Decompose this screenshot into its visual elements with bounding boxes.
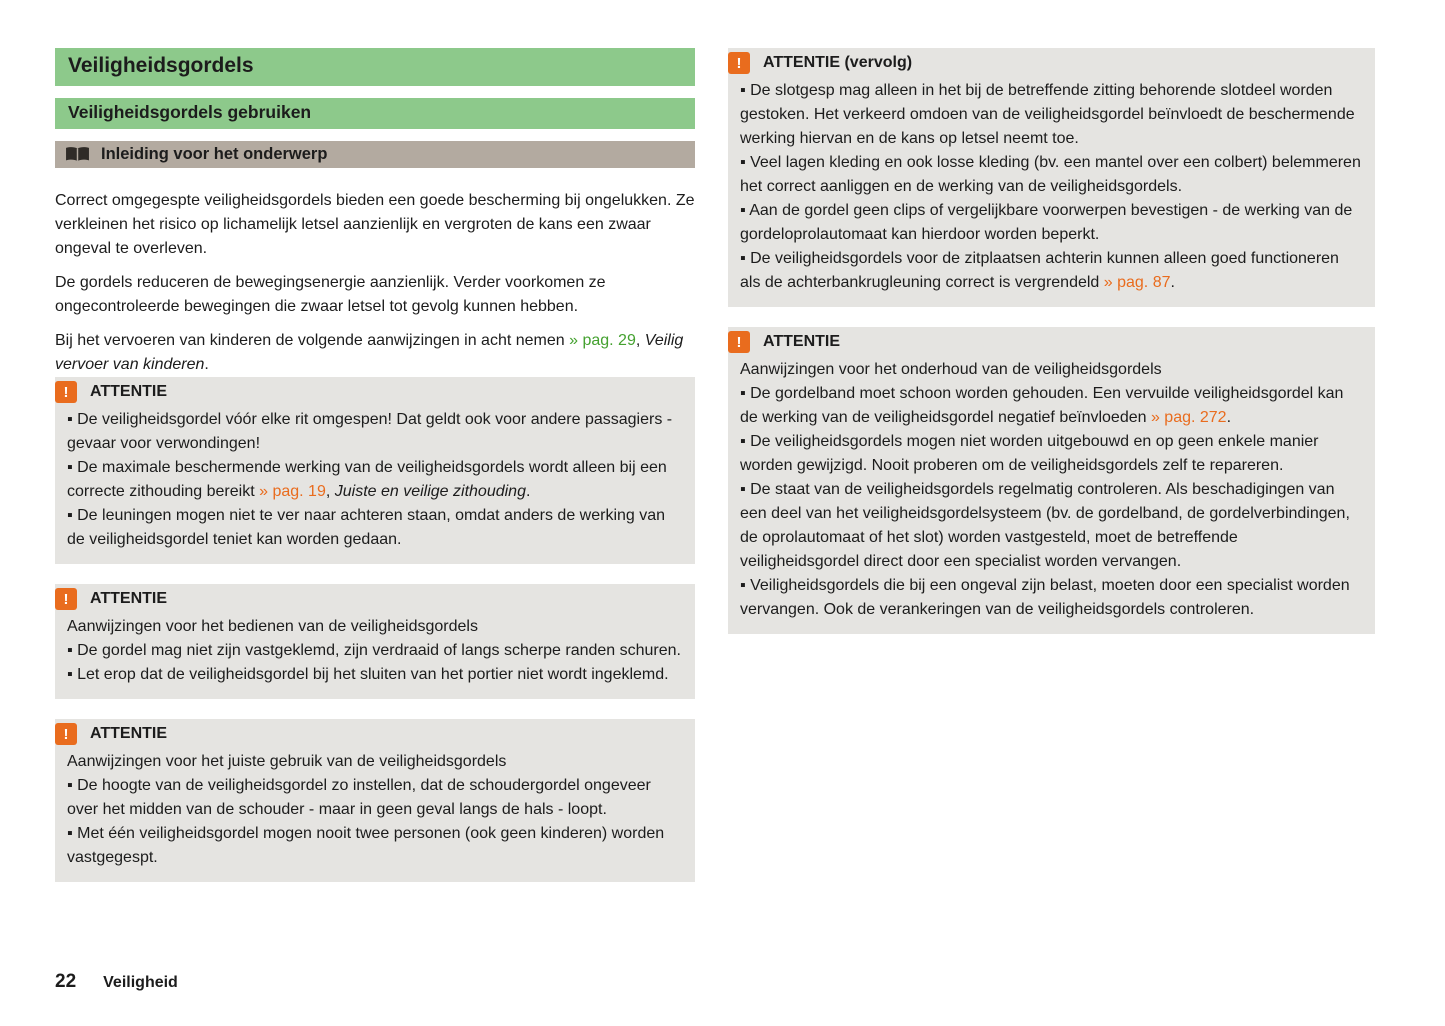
- text-segment: ▪ De hoogte van de veiligheidsgordel zo instellen, dat de schoudergordel ongeveer over het midden van de schouder - maar in geen geval langs de hals - loopt.: [67, 777, 651, 818]
- text-segment: .: [1170, 274, 1175, 291]
- attention-title: ATTENTIE: [90, 725, 168, 742]
- page-number: 22: [55, 971, 77, 992]
- attention-title: ATTENTIE: [90, 383, 168, 400]
- text-segment: ▪ De maximale beschermende werking van de veiligheidsgordels wordt alleen bij een correcte zithouding bereikt: [67, 459, 667, 500]
- attention-header: [55, 584, 695, 613]
- subsection-title: [55, 98, 695, 129]
- attention-header: [55, 719, 695, 748]
- right-column-content: [728, 48, 1375, 634]
- attention-line: [55, 663, 695, 687]
- attention-box: [728, 327, 1375, 634]
- text-segment: ▪ De gordelband moet schoon worden gehouden. Een vervuilde veiligheidsgordel kan de werking van de veiligheidsgordel negatief beïnvloeden: [740, 385, 1344, 426]
- page-reference-link[interactable]: » pag. 87: [1103, 274, 1171, 291]
- attention-line: [728, 79, 1375, 151]
- attention-line: [728, 358, 1375, 382]
- attention-line: [728, 430, 1375, 478]
- attention-header: [728, 327, 1375, 356]
- open-book-icon: [65, 146, 90, 163]
- warning-exclamation-icon: !: [728, 52, 750, 74]
- text-segment: ▪ De leuningen mogen niet te ver naar achteren staan, omdat anders de werking van de veiligheidsgordel teniet kan worden gedaan.: [67, 507, 666, 548]
- attention-line: [728, 574, 1375, 622]
- text-segment: De gordels reduceren de bewegingsenergie aanzienlijk. Verder voorkomen ze ongecontroleerde bewegingen die zwaar letsel tot gevolg kunnen hebben.: [55, 274, 606, 315]
- attention-line: [728, 151, 1375, 199]
- text-segment: Aanwijzingen voor het juiste gebruik van de veiligheidsgordels: [67, 753, 507, 770]
- text-segment: ,: [635, 332, 645, 349]
- text-segment: ▪ Aan de gordel geen clips of vergelijkbare voorwerpen bevestigen - de werking van de gordeloprolautomaat kan hierdoor worden beperkt.: [740, 202, 1353, 243]
- attention-title: ATTENTIE (vervolg): [763, 54, 913, 71]
- text-segment: ▪ De veiligheidsgordels mogen niet worden uitgebouwd en op geen enkele manier worden gewijzigd. Nooit proberen om de veiligheidsgordels zelf te repareren.: [740, 433, 1319, 474]
- page-reference-link[interactable]: » pag. 19: [259, 483, 326, 500]
- page-footer: [55, 971, 178, 993]
- attention-line: [728, 478, 1375, 574]
- attention-line: [728, 247, 1375, 295]
- warning-exclamation-icon: !: [55, 381, 77, 403]
- text-segment: ▪ De slotgesp mag alleen in het bij de betreffende zitting behorende slotdeel worden gestoken. Het verkeerd omdoen van de veiligheidsgordel beïnvloedt de beschermende werking hiervan en de kans op letsel neemt toe.: [740, 82, 1355, 147]
- subsection-title-label: Veiligheidsgordels gebruiken: [68, 102, 312, 122]
- section-title-label: Veiligheidsgordels: [68, 54, 254, 77]
- text-segment: Correct omgegespte veiligheidsgordels bieden een goede bescherming bij ongelukken. Ze verkleinen het risico op lichamelijk letsel aanzienlijk en vergroten de kans een zwaar ongeval te overleven.: [55, 192, 695, 257]
- text-segment: .: [204, 356, 209, 373]
- page-reference-link[interactable]: » pag. 272: [1150, 409, 1227, 426]
- attention-title: ATTENTIE: [763, 333, 841, 350]
- attention-title: ATTENTIE: [90, 590, 168, 607]
- text-segment: ▪ De staat van de veiligheidsgordels regelmatig controleren. Als beschadigingen van een deel van het veiligheidsgordelsysteem (bv. de gordelband, de gordelverbindingen, de oprolautomaat of het slot) worden vastgesteld, moet de betreffende veiligheidsgordel direct door een specialist worden vervangen.: [740, 481, 1350, 570]
- text-segment: Bij het vervoeren van kinderen de volgende aanwijzingen in acht nemen: [55, 332, 570, 349]
- body-paragraph: [55, 329, 695, 377]
- section-title: [55, 48, 695, 86]
- warning-exclamation-icon: !: [55, 588, 77, 610]
- attention-line: [55, 408, 695, 456]
- attention-line: [55, 639, 695, 663]
- attention-box: [728, 48, 1375, 307]
- text-segment: ▪ Let erop dat de veiligheidsgordel bij het sluiten van het portier niet wordt ingeklemd.: [67, 666, 669, 683]
- page-reference-link[interactable]: » pag. 29: [569, 332, 636, 349]
- right-column: [728, 48, 1375, 902]
- attention-line: [55, 822, 695, 870]
- attention-line: [55, 615, 695, 639]
- left-column: [55, 48, 695, 902]
- text-segment: ,: [325, 483, 335, 500]
- text-segment: ▪ Veel lagen kleding en ook losse kleding (bv. een mantel over een colbert) belemmeren het correct aanliggen en de werking van de veiligheidsgordels.: [740, 154, 1361, 195]
- attention-box: [55, 584, 695, 699]
- attention-line: [55, 456, 695, 504]
- text-segment: .: [525, 483, 531, 500]
- attention-box: [55, 719, 695, 882]
- attention-box: [55, 377, 695, 564]
- text-segment: ▪ Met één veiligheidsgordel mogen nooit twee personen (ook geen kinderen) worden vastgegespt.: [67, 825, 665, 866]
- body-paragraph: [55, 271, 695, 319]
- text-segment: Juiste en veilige zithouding: [334, 483, 526, 500]
- text-segment: ▪ De veiligheidsgordels voor de zitplaatsen achterin kunnen alleen goed functioneren als de achterbankrugleuning correct is vergrendeld: [740, 250, 1339, 291]
- text-segment: Veilig vervoer van kinderen: [55, 332, 684, 373]
- text-segment: ▪ De gordel mag niet zijn vastgeklemd, zijn verdraaid of langs scherpe randen schuren.: [67, 642, 681, 659]
- warning-exclamation-icon: !: [55, 723, 77, 745]
- text-segment: Aanwijzingen voor het onderhoud van de veiligheidsgordels: [740, 361, 1162, 378]
- attention-header: [728, 48, 1375, 77]
- attention-line: [55, 774, 695, 822]
- attention-line: [55, 750, 695, 774]
- text-segment: .: [1226, 409, 1232, 426]
- text-segment: ▪ Veiligheidsgordels die bij een ongeval zijn belast, moeten door een specialist worden vervangen. Ook de verankeringen van de veiligheidsgordels controleren.: [740, 577, 1350, 618]
- text-segment: Aanwijzingen voor het bedienen van de veiligheidsgordels: [67, 618, 478, 635]
- attention-line: [55, 504, 695, 552]
- warning-exclamation-icon: !: [728, 331, 750, 353]
- topic-intro-label: Inleiding voor het onderwerp: [101, 145, 328, 163]
- attention-line: [728, 199, 1375, 247]
- attention-line: [728, 382, 1375, 430]
- attention-header: [55, 377, 695, 406]
- text-segment: ▪ De veiligheidsgordel vóór elke rit omgespen! Dat geldt ook voor andere passagiers - gevaar voor verwondingen!: [67, 411, 673, 452]
- footer-section-label: Veiligheid: [103, 974, 178, 991]
- body-paragraph: [55, 189, 695, 261]
- left-column-content: [55, 189, 695, 882]
- topic-intro-header: [55, 141, 695, 168]
